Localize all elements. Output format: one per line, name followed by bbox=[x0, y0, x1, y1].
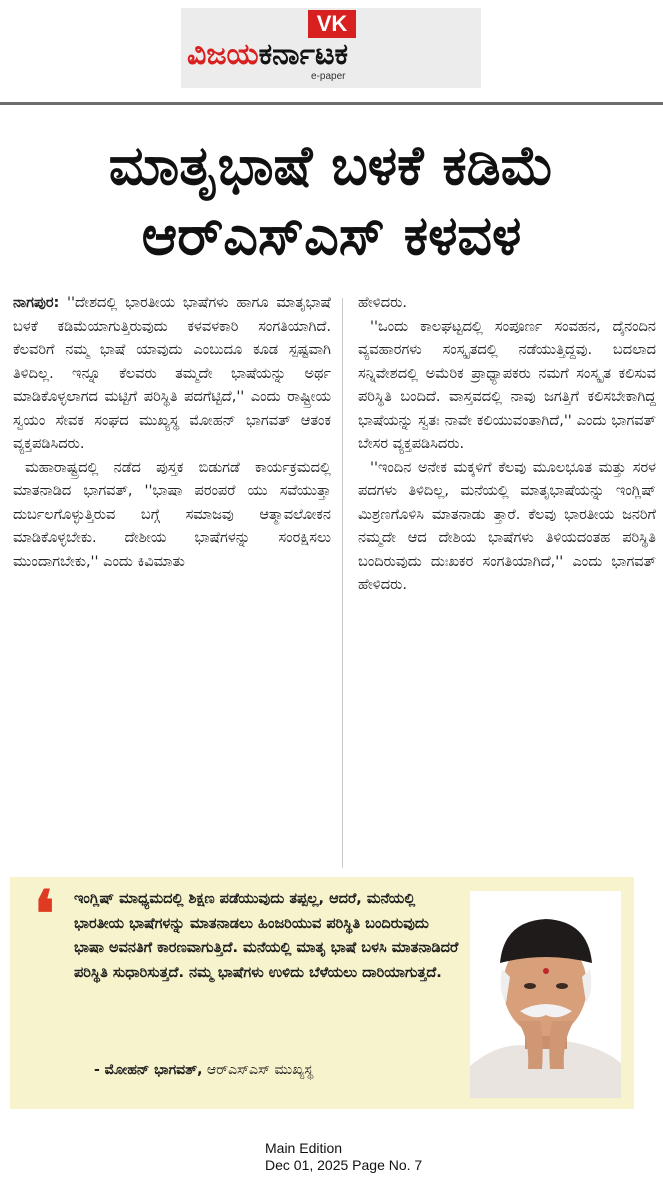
quote-speaker: - ಮೋಹನ್ ಭಾಗವತ್, bbox=[94, 1062, 203, 1078]
headline-line-2: ಆರ್‌ಎಸ್‌ಎಸ್ ಕಳವಳ bbox=[141, 204, 522, 267]
speaker-photo bbox=[470, 891, 621, 1098]
masthead bbox=[181, 8, 481, 88]
article-paragraph bbox=[13, 292, 331, 457]
article-paragraph: ಹೇಳಿದರು. bbox=[358, 295, 407, 311]
article-paragraph: ''ಒಂದು ಕಾಲಘಟ್ಟದಲ್ಲಿ ಸಂಪೂರ್ಣ ಸಂವಹನ, ದೈನಂದಿನ ವ್ಯವಹಾರಗಳು ಸಂಸ್ಕೃತದಲ್ಲಿ ನಡೆಯುತ್ತಿದ್ದವು. ಬದಲಾದ ಸನ್ನಿವೇಶದಲ್ಲಿ ಅಮೆರಿಕ ಪ್ರಾಧ್ಯಾಪಕರು ನಮಗೆ ಸಂಸ್ಕೃತ ಕಲಿಸುವ ಪರಿಸ್ಥಿತಿ ಬಂದಿದೆ. ವಾಸ್ತವದಲ್ಲಿ ನಾವು ಜಗತ್ತಿಗೆ ಕಲಿಸಬೇಕಾಗಿದ್ದ ಭಾಷೆಯನ್ನು ಸ್ವತಃ ನಾವೇ ಕಲಿಯುವಂತಾಗಿದೆ,'' ಎಂದು ಭಾಗವತ್ ಬೇಸರ ವ್ಯಕ್ತಪಡಿಸಿದರು. bbox=[358, 318, 656, 452]
masthead-divider bbox=[0, 102, 663, 105]
vk-badge-logo: VK bbox=[308, 10, 356, 38]
pull-quote-text: ಇಂಗ್ಲಿಷ್ ಮಾಧ್ಯಮದಲ್ಲಿ ಶಿಕ್ಷಣ ಪಡೆಯುವುದು ತಪ್ಪಲ್ಲ, ಆದರೆ, ಮನೆಯಲ್ಲಿ ಭಾರತೀಯ ಭಾಷೆಗಳನ್ನು ಮಾತನಾಡಲು ಹಿಂಜರಿಯುವ ಪರಿಸ್ಥಿತಿ ಬಂದಿರುವುದು ಭಾಷಾ ಅವನತಿಗೆ ಕಾರಣವಾಗುತ್ತಿದೆ. ಮನೆಯಲ್ಲಿ ಮಾತೃ ಭಾಷೆ ಬಳಸಿ ಮಾತನಾಡಿದರೆ ಪರಿಸ್ಥಿತಿ ಸುಧಾರಿಸುತ್ತದೆ. ನಮ್ಮ ಭಾಷೆಗಳು ಉಳಿದು ಬೆಳೆಯಲು ದಾರಿಯಾಗುತ್ತದೆ. bbox=[74, 891, 459, 981]
column-divider bbox=[342, 298, 343, 868]
quote-mark-icon: ❛ bbox=[34, 877, 55, 952]
pull-quote-box bbox=[10, 877, 634, 1109]
article-paragraph: ಮಹಾರಾಷ್ಟ್ರದಲ್ಲಿ ನಡೆದ ಪುಸ್ತಕ ಬಿಡುಗಡೆ ಕಾರ್ಯಕ್ರಮದಲ್ಲಿ ಮಾತನಾಡಿದ ಭಾಗವತ್, ''ಭಾಷಾ ಪರಂಪರೆ ಯು ಸವೆಯುತ್ತಾ ದುರ್ಬಲಗೊಳ್ಳುತ್ತಿರುವ ಬಗ್ಗೆ ಸಮಾಜವು ಆತ್ಮಾವಲೋಕನ ಮಾಡಿಕೊಳ್ಳಬೇಕು. ದೇಶೀಯ ಭಾಷೆಗಳನ್ನು ಸಂರಕ್ಷಿಸಲು ಮುಂದಾಗಬೇಕು,'' ಎಂದು ಕಿವಿಮಾತು bbox=[13, 459, 331, 570]
article-column-right bbox=[358, 292, 656, 598]
epaper-subtitle: e-paper bbox=[311, 71, 346, 82]
brand-part-vijaya: ವಿಜಯ bbox=[187, 37, 259, 72]
brand-part-karnataka: ಕರ್ನಾಟಕ bbox=[258, 37, 349, 72]
page-footer bbox=[265, 1140, 422, 1174]
edition-label: Main Edition bbox=[265, 1140, 343, 1156]
headline-line-1: ಮಾತೃಭಾಷೆ ಬಳಕೆ ಕಡಿಮೆ bbox=[108, 134, 555, 197]
dateline: ನಾಗಪುರ: bbox=[13, 295, 60, 311]
paragraph-text: ''ದೇಶದಲ್ಲಿ ಭಾರತೀಯ ಭಾಷೆಗಳು ಹಾಗೂ ಮಾತೃಭಾಷೆ ಬಳಕೆ ಕಡಿಮೆಯಾಗುತ್ತಿರುವುದು ಕಳವಳಕಾರಿ ಸಂಗತಿಯಾಗಿದೆ. ಕೆಲವರಿಗೆ ನಮ್ಮ ಭಾಷೆ ಯಾವುದು ಎಂಬುದೂ ಕೂಡ ಸ್ಪಷ್ಟವಾಗಿ ತಿಳಿದಿಲ್ಲ. ಇನ್ನೂ ಕೆಲವರು ತಮ್ಮದೇ ಭಾಷೆಯನ್ನು ಅರ್ಥ ಮಾಡಿಕೊಳ್ಳಲಾಗದ ಮಟ್ಟಿಗೆ ಪರಿಸ್ಥಿತಿ ಪದಗೆಟ್ಟಿದೆ,'' ಎಂದು ರಾಷ್ಟ್ರೀಯ ಸ್ವಯಂ ಸೇವಕ ಸಂಘದ ಮುಖ್ಯಸ್ಥ ಮೋಹನ್ ಭಾಗವತ್ ಆತಂಕ ವ್ಯಕ್ತಪಡಿಸಿದರು. bbox=[13, 295, 332, 452]
pull-quote-attribution bbox=[94, 1060, 474, 1080]
article-paragraph: ''ಇಂದಿನ ಅನೇಕ ಮಕ್ಕಳಿಗೆ ಕೆಲವು ಮೂಲಭೂತ ಮತ್ತು ಸರಳ ಪದಗಳು ತಿಳಿದಿಲ್ಲ, ಮನೆಯಲ್ಲಿ ಮಾತೃಭಾಷೆಯನ್ನು ಇಂಗ್ಲಿಷ್ ಮಿಶ್ರಣಗೊಳಿಸಿ ಮಾತನಾಡು ತ್ತಾರೆ. ಕೆಲವು ಭಾರತೀಯ ಜನರಿಗೆ ನಮ್ಮದೇ ಆದ ದೇಶಿಯ ಭಾಷೆಗಳು ತಿಳಿಯದಂತಹ ಪರಿಸ್ಥಿತಿ ಬಂದಿರುವುದು ದುಃಖಕರ ಸಂಗತಿಯಾಗಿದೆ,'' ಎಂದು ಭಾಗವತ್ ಹೇಳಿದರು. bbox=[358, 459, 656, 593]
date-page-label: Dec 01, 2025 Page No. 7 bbox=[265, 1157, 423, 1173]
quote-speaker-role: ಆರ್‌ಎಸ್‌ಎಸ್ ಮುಖ್ಯಸ್ಥ bbox=[206, 1062, 314, 1078]
article-column-left bbox=[13, 292, 331, 574]
brand-logo bbox=[187, 38, 348, 72]
